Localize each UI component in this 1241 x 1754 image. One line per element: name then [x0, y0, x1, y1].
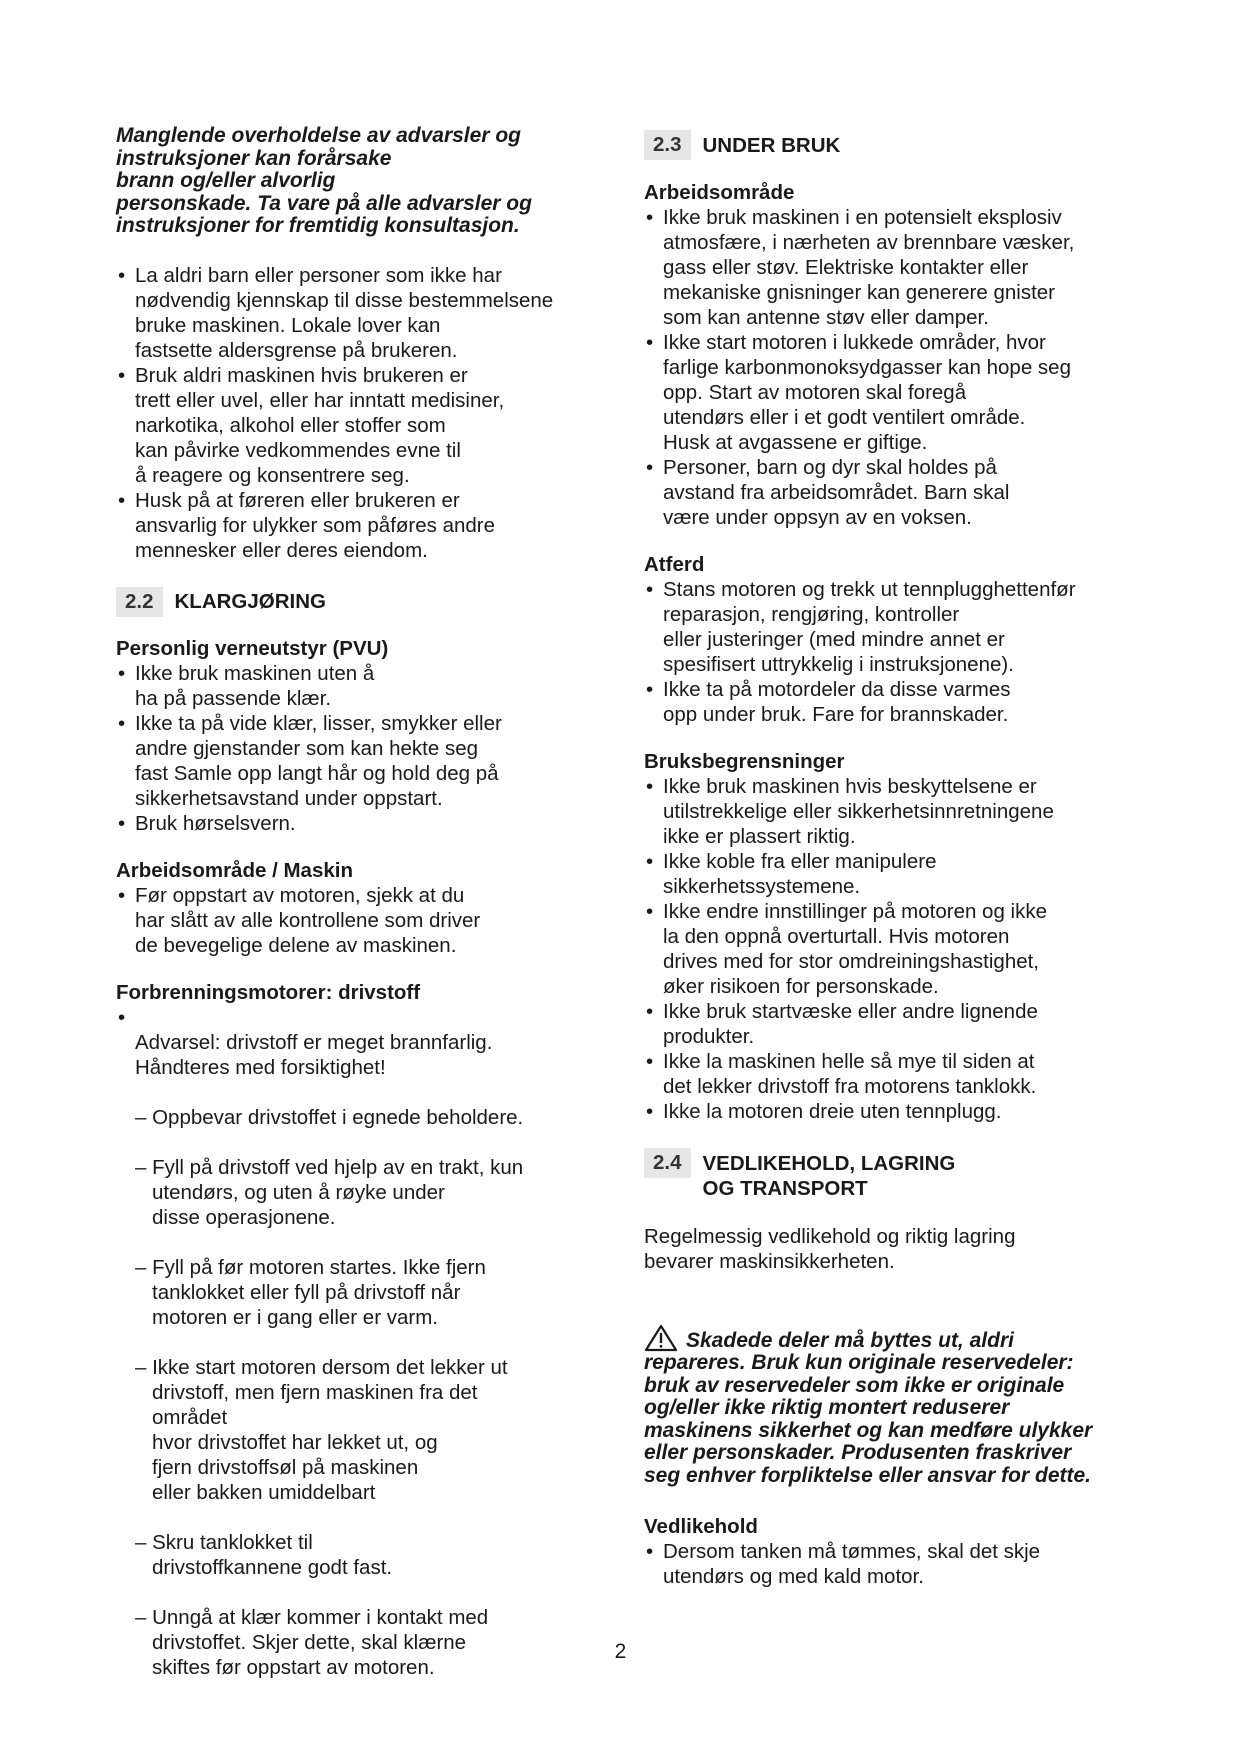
fuel-warning-text: Advarsel: drivstoff er meget brannfarlig. Håndteres med forsiktighet!	[135, 1030, 493, 1079]
list-item: • Ikke ta på vide klær, lisser, smykker eller andre gjenstander som kan hekte seg fast Samle opp langt hår og hold deg på sikkerhetsavstand under oppstart.	[116, 711, 616, 811]
section-title: KLARGJØRING	[174, 590, 326, 613]
section-title: UNDER BRUK	[702, 133, 841, 157]
sub-list-item: – Oppbevar drivstoffet i egnede beholdere.	[135, 1105, 524, 1129]
warning-triangle-icon	[644, 1324, 678, 1352]
list-item: • Husk på at føreren eller brukeren er ansvarlig for ulykker som påføres andre mennesker eller deres eiendom.	[116, 488, 616, 563]
list-item: • Ikke koble fra eller manipulere sikkerhetssystemene.	[644, 849, 1144, 899]
fuel-bullet-list	[116, 1005, 616, 1730]
section-number: 2.2	[116, 587, 163, 617]
list-item: • Ikke bruk startvæske eller andre lignende produkter.	[644, 999, 1144, 1049]
subheading-work-area: Arbeidsområde	[644, 181, 795, 204]
safety-warning-text: Manglende overholdelse av advarsler og instruksjoner kan forårsake brann og/eller alvorlig personskade. Ta vare på alle advarsler og instruksjoner for fremtidig konsultasjon.	[116, 124, 532, 237]
work-area-bullet-list	[116, 883, 616, 958]
page-number: 2	[614, 1640, 627, 1663]
left-column	[116, 125, 616, 1730]
list-item: • Ikke la maskinen helle så mye til siden at det lekker drivstoff fra motorens tanklokk.	[644, 1049, 1144, 1099]
sub-list-item: – Fyll på før motoren startes. Ikke fjern tanklokket eller fyll på drivstoff når motoren er i gang eller er varm.	[135, 1255, 486, 1329]
usage-limits-bullet-list	[644, 774, 1144, 1124]
subheading-work-area-machine: Arbeidsområde / Maskin	[116, 858, 353, 882]
sub-list-item: – Fyll på drivstoff ved hjelp av en trakt, kun utendørs, og uten å røyke under disse operasjonene.	[135, 1155, 524, 1229]
pvu-bullet-list	[116, 661, 616, 836]
section-heading-2-3	[644, 130, 1144, 160]
spare-parts-warning-text: Skadede deler må byttes ut, aldri repareres. Bruk kun originale reservedeler: bruk av reservedeler som ikke er originale og/eller ikke riktig montert reduserer maskinens sikkerhet og kan medføre ulykker eller personskader. Produsenten fraskriver seg enhver forpliktelse eller ansvar for dette.	[644, 1328, 1093, 1487]
list-item: • Ikke la motoren dreie uten tennplugg.	[644, 1099, 1144, 1124]
sub-list-item: – Unngå at klær kommer i kontakt med drivstoffet. Skjer dette, skal klærne skiftes før oppstart av motoren.	[135, 1605, 489, 1679]
list-item: • Ikke bruk maskinen uten å ha på passende klær.	[116, 661, 616, 711]
list-item: • Før oppstart av motoren, sjekk at du har slått av alle kontrollene som driver de bevegelige delene av maskinen.	[116, 883, 616, 958]
subheading-fuel: Forbrenningsmotorer: drivstoff	[116, 980, 421, 1004]
list-item: • Ikke endre innstillinger på motoren og ikke la den oppnå overturtall. Hvis motoren drives med for stor omdreiningshastighet, øker risikoen for personskade.	[644, 899, 1144, 999]
intro-bullet-list	[116, 263, 616, 563]
list-item: • Ikke bruk maskinen hvis beskyttelsene er utilstrekkelige eller sikkerhetsinnretningene ikke er plassert riktig.	[644, 774, 1144, 849]
subheading-maintenance: Vedlikehold	[644, 1515, 758, 1538]
list-item: • Ikke ta på motordeler da disse varmes opp under bruk. Fare for brannskader.	[644, 677, 1144, 727]
section-heading-2-2	[116, 587, 616, 617]
section-number: 2.3	[644, 130, 691, 160]
list-item	[116, 1005, 616, 1730]
list-item: • La aldri barn eller personer som ikke har nødvendig kjennskap til disse bestemmelsene bruke maskinen. Lokale lover kan fastsette aldersgrense på brukeren.	[116, 263, 616, 363]
sub-list-item: – Ikke start motoren dersom det lekker ut drivstoff, men fjern maskinen fra det området hvor drivstoffet har lekket ut, og fjern drivstoffsøl på maskinen eller bakken umiddelbart	[135, 1355, 508, 1504]
list-item: • Ikke bruk maskinen i en potensielt eksplosiv atmosfære, i nærheten av brennbare væsker, gass eller støv. Elektriske kontakter eller mekaniske gnisninger kan generere gnister som kan antenne støv eller damper.	[644, 205, 1144, 330]
subheading-pvu: Personlig verneutstyr (PVU)	[116, 636, 389, 660]
sub-list-item: – Skru tanklokket til drivstoffkannene godt fast.	[135, 1530, 393, 1579]
list-item: • Bruk aldri maskinen hvis brukeren er trett eller uvel, eller har inntatt medisiner, narkotika, alkohol eller stoffer som kan påvirke vedkommendes evne til å reagere og konsentrere seg.	[116, 363, 616, 488]
list-item: • Dersom tanken må tømmes, skal det skje utendørs og med kald motor.	[644, 1539, 1144, 1589]
work-area-bullet-list	[644, 205, 1144, 530]
section-heading-2-4	[644, 1148, 1144, 1201]
maintenance-bullet-list	[644, 1539, 1144, 1589]
right-column	[644, 130, 1144, 1589]
list-item: • Personer, barn og dyr skal holdes på avstand fra arbeidsområdet. Barn skal være under oppsyn av en voksen.	[644, 455, 1144, 530]
list-item: • Stans motoren og trekk ut tennplugghettenfør reparasjon, rengjøring, kontroller eller justeringer (med mindre annet er spesifisert uttrykkelig i instruksjonene).	[644, 577, 1144, 677]
section-title: VEDLIKEHOLD, LAGRING OG TRANSPORT	[702, 1152, 956, 1200]
behavior-bullet-list	[644, 577, 1144, 727]
list-item: • Bruk hørselsvern.	[116, 811, 616, 836]
maintenance-intro-text: Regelmessig vedlikehold og riktig lagring bevarer maskinsikkerheten.	[644, 1225, 1016, 1273]
spare-parts-warning	[644, 1301, 1144, 1487]
list-item: • Ikke start motoren i lukkede områder, hvor farlige karbonmonoksydgasser kan hope seg opp. Start av motoren skal foregå utendørs eller i et godt ventilert område. Husk at avgassene er giftige.	[644, 330, 1144, 455]
subheading-usage-limits: Bruksbegrensninger	[644, 750, 845, 773]
fuel-sub-list	[135, 1080, 616, 1705]
subheading-behavior: Atferd	[644, 553, 705, 576]
section-number: 2.4	[644, 1148, 691, 1178]
